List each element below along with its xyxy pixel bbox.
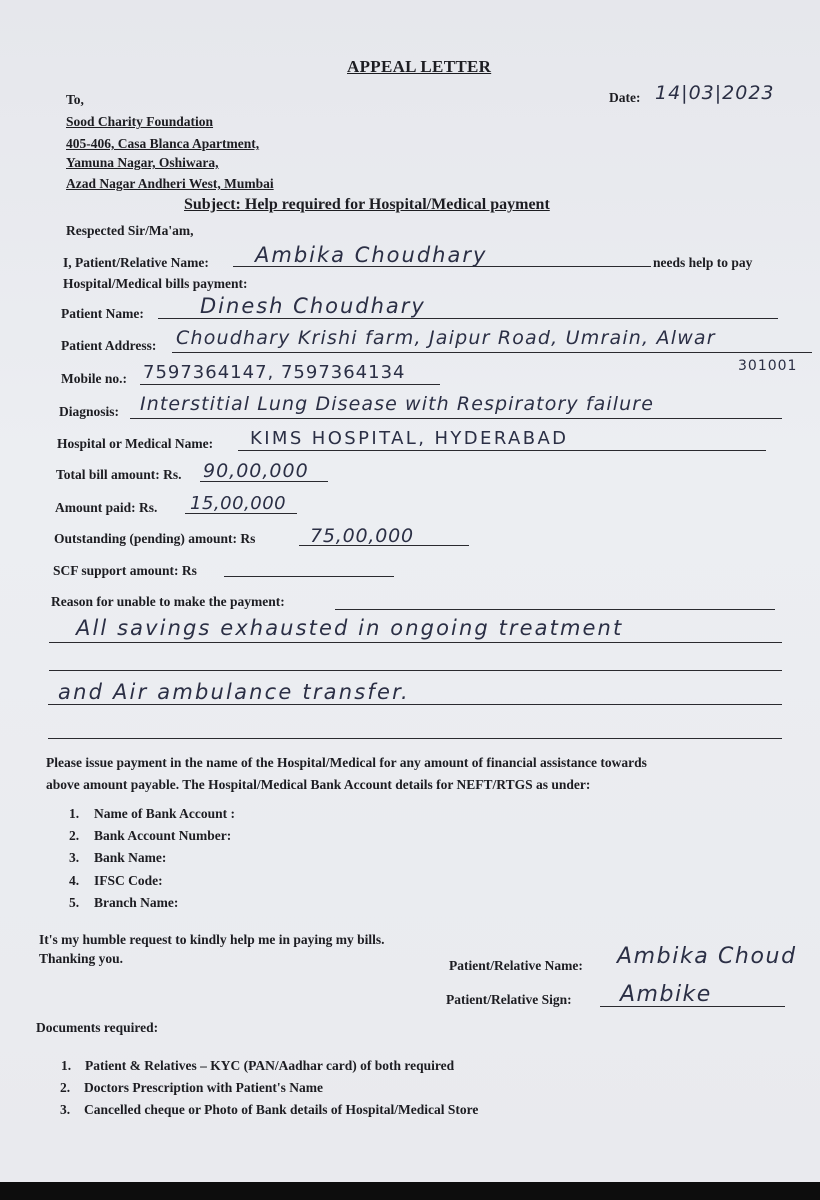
- total-bill-value: 90,00,000: [203, 460, 309, 482]
- recipient-line: 405-406, Casa Blanca Apartment,: [66, 136, 260, 151]
- hospital-value: KIMS HOSPITAL, HYDERABAD: [250, 428, 569, 449]
- signature-label: Patient/Relative Sign:: [446, 992, 572, 1007]
- page-title: APPEAL LETTER: [347, 57, 492, 76]
- patient-address-pin: 301001: [738, 358, 798, 374]
- mobile-underline: [140, 384, 440, 385]
- bank-detail-num: 2.: [69, 828, 80, 843]
- bank-account-name-label: Name of Bank Account :: [94, 806, 235, 821]
- closing-name-value: Ambika Choud: [617, 944, 797, 969]
- thanking-you: Thanking you.: [39, 951, 124, 966]
- scf-support-underline: [224, 576, 394, 577]
- scf-support-label: SCF support amount: Rs: [53, 563, 197, 578]
- diagnosis-value: Interstitial Lung Disease with Respiratory failure: [140, 393, 654, 415]
- reason-blank-line: [48, 738, 782, 739]
- reason-underline: [335, 609, 775, 610]
- bank-detail-num: 5.: [69, 895, 80, 910]
- patient-address-underline: [172, 352, 812, 353]
- diagnosis-label: Diagnosis:: [59, 404, 120, 419]
- hospital-label: Hospital or Medical Name:: [57, 436, 214, 451]
- document-item: Cancelled cheque or Photo of Bank details of Hospital/Medical Store: [84, 1102, 479, 1117]
- reason-label: Reason for unable to make the payment:: [51, 594, 285, 609]
- reason-line-2: and Air ambulance transfer.: [58, 680, 410, 704]
- salutation: Respected Sir/Ma'am,: [66, 223, 194, 238]
- reason-line-2-underline: [48, 704, 782, 705]
- diagnosis-underline: [130, 418, 782, 419]
- relative-continuation: Hospital/Medical bills payment:: [63, 276, 248, 291]
- bottom-black-bar: [0, 1182, 820, 1200]
- patient-name-underline: [158, 318, 778, 319]
- closing-name-label: Patient/Relative Name:: [449, 958, 583, 973]
- relative-name-label: I, Patient/Relative Name:: [63, 255, 209, 270]
- bank-name-label: Bank Name:: [94, 850, 167, 865]
- date-value: 14|03|2023: [655, 82, 775, 104]
- hospital-underline: [238, 450, 766, 451]
- outstanding-label: Outstanding (pending) amount: Rs: [54, 531, 256, 546]
- reason-line-1-underline: [49, 642, 782, 643]
- patient-address-label: Patient Address:: [61, 338, 157, 353]
- signature-value: Ambike: [620, 982, 712, 1007]
- reason-line-1: All savings exhausted in ongoing treatment: [76, 616, 624, 640]
- document-num: 3.: [60, 1102, 71, 1117]
- document-num: 2.: [60, 1080, 71, 1095]
- subject-line: Subject: Help required for Hospital/Medical payment: [184, 196, 550, 213]
- recipient-line: Azad Nagar Andheri West, Mumbai: [66, 176, 274, 191]
- bank-detail-num: 4.: [69, 873, 80, 888]
- bank-account-number-label: Bank Account Number:: [94, 828, 232, 843]
- bank-detail-num: 3.: [69, 850, 80, 865]
- mobile-label: Mobile no.:: [61, 371, 127, 386]
- document-num: 1.: [61, 1058, 72, 1073]
- patient-name-value: Dinesh Choudhary: [200, 294, 426, 318]
- document-item: Doctors Prescription with Patient's Name: [84, 1080, 323, 1095]
- recipient-line: Sood Charity Foundation: [66, 114, 214, 129]
- patient-name-label: Patient Name:: [61, 306, 144, 321]
- reason-blank-line: [49, 670, 782, 671]
- total-bill-label: Total bill amount: Rs.: [56, 467, 182, 482]
- documents-heading: Documents required:: [36, 1020, 159, 1035]
- relative-name-value: Ambika Choudhary: [255, 243, 488, 267]
- amount-paid-value: 15,00,000: [190, 493, 287, 514]
- branch-name-label: Branch Name:: [94, 895, 179, 910]
- instruction-line: above amount payable. The Hospital/Medical Bank Account details for NEFT/RTGS as under:: [46, 777, 591, 792]
- mobile-value: 7597364147, 7597364134: [143, 362, 406, 383]
- outstanding-value: 75,00,000: [310, 525, 414, 547]
- ifsc-code-label: IFSC Code:: [94, 873, 163, 888]
- instruction-line: Please issue payment in the name of the Hospital/Medical for any amount of financial assistance towards: [46, 755, 647, 770]
- relative-suffix: needs help to pay: [653, 255, 753, 270]
- recipient-to: To,: [66, 92, 84, 107]
- document-item: Patient & Relatives – KYC (PAN/Aadhar card) of both required: [85, 1058, 455, 1073]
- amount-paid-label: Amount paid: Rs.: [55, 500, 158, 515]
- bank-detail-num: 1.: [69, 806, 80, 821]
- recipient-line: Yamuna Nagar, Oshiwara,: [66, 155, 219, 170]
- date-label: Date:: [609, 90, 641, 105]
- humble-request: It's my humble request to kindly help me in paying my bills.: [39, 932, 385, 947]
- patient-address-value: Choudhary Krishi farm, Jaipur Road, Umrain, Alwar: [176, 327, 716, 349]
